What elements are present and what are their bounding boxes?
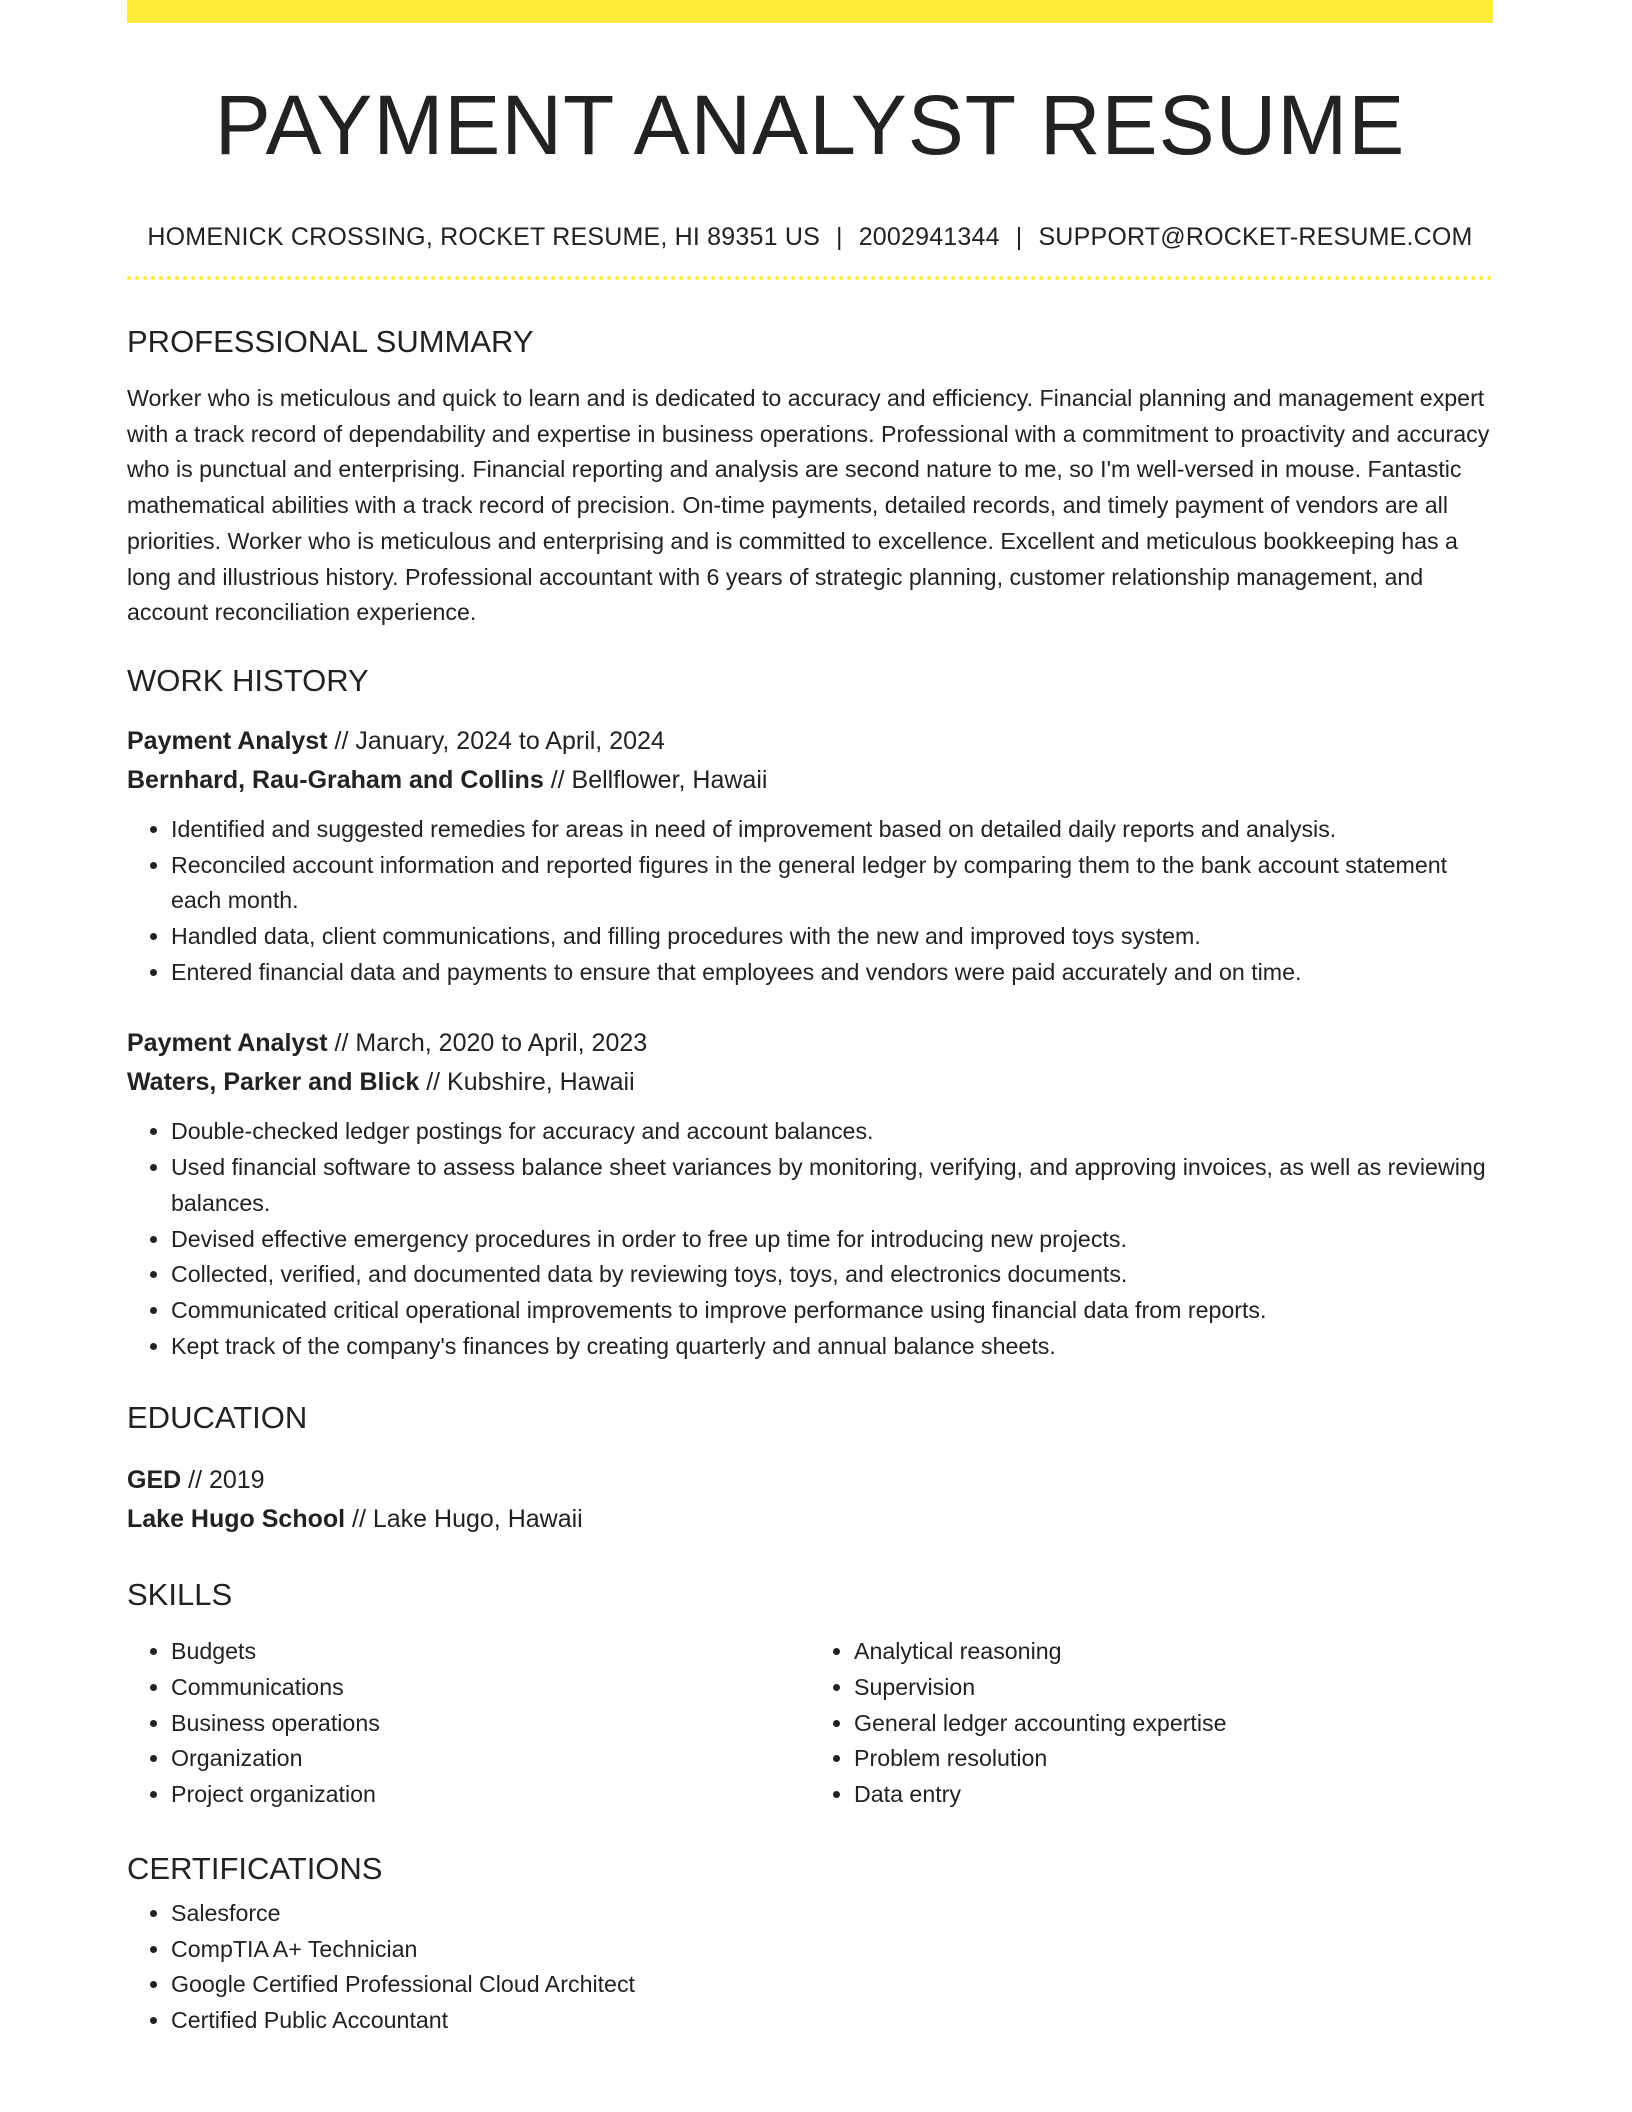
contact-phone: 2002941344 (858, 223, 1000, 251)
certification-item: • Certified Public Accountant (171, 2003, 1493, 2039)
certification-item: • CompTIA A+ Technician (171, 1932, 1493, 1968)
skill-item: • Project organization (171, 1777, 810, 1813)
summary-heading: PROFESSIONAL SUMMARY (127, 324, 534, 359)
work-history-heading: WORK HISTORY (127, 662, 369, 698)
summary-text: Worker who is meticulous and quick to learn and is dedicated to accuracy and efficiency. Financial planning and management expert with a track record of dependability and expertise in business operations. Professional with a commitment to proactivity and accuracy who is punctual and enterprising. Financial reporting and analysis are second nature to me, so I'm well-versed in mouse. Fantastic mathematical abilities with a track record of precision. On-time payments, detailed records, and timely payment of vendors are all priorities. Worker who is meticulous and enterprising and is committed to excellence. Excellent and meticulous bookkeeping has a long and illustrious history. Professional accountant with 6 years of strategic planning, customer relationship management, and account reconciliation experience. (127, 385, 1490, 626)
skills-list-left (127, 1634, 810, 1813)
skills-columns (127, 1634, 1493, 1813)
skill-item: • Budgets (171, 1634, 810, 1670)
skill-item: • Problem resolution (854, 1741, 1493, 1777)
job-bullet: • Used financial software to assess balance sheet variances by monitoring, verifying, and approving invoices, as well as reviewing balances. (171, 1150, 1493, 1221)
job-bullet: • Devised effective emergency procedures in order to free up time for introducing new projects. (171, 1222, 1493, 1258)
certification-item: • Salesforce (171, 1896, 1493, 1932)
job-bullet: • Double-checked ledger postings for accuracy and account balances. (171, 1114, 1493, 1150)
job-bullets (127, 812, 1493, 991)
job-bullet: • Kept track of the company's finances by creating quarterly and annual balance sheets. (171, 1329, 1493, 1365)
job-bullet: • Identified and suggested remedies for areas in need of improvement based on detailed daily reports and analysis. (171, 812, 1493, 848)
job-bullet: • Entered financial data and payments to ensure that employees and vendors were paid accurately and on time. (171, 955, 1493, 991)
education-entry (127, 1461, 1493, 1539)
skill-item: • General ledger accounting expertise (854, 1706, 1493, 1742)
job-bullets (127, 1114, 1493, 1364)
skill-item: • Organization (171, 1741, 810, 1777)
contact-email: SUPPORT@ROCKET-RESUME.COM (1038, 223, 1473, 251)
job-bullet: • Communicated critical operational improvements to improve performance using financial data from reports. (171, 1293, 1493, 1329)
skill-item: • Analytical reasoning (854, 1634, 1493, 1670)
job-entry (127, 722, 1493, 991)
certification-item: • Google Certified Professional Cloud Architect (171, 1967, 1493, 2003)
education-degree: GED (127, 1466, 182, 1495)
education-school-line (127, 1500, 1493, 1539)
resume-page (127, 0, 1493, 2039)
job-entry (127, 1024, 1493, 1364)
job-company: Bernhard, Rau-Graham and Collins (127, 765, 544, 794)
job-location: // Kubshire, Hawaii (419, 1068, 635, 1097)
job-location: // Bellflower, Hawaii (543, 765, 768, 794)
education-heading: EDUCATION (127, 1400, 308, 1436)
job-company-line (127, 1063, 1493, 1102)
contact-line (127, 225, 1493, 250)
accent-top-bar (127, 0, 1493, 23)
job-role: Payment Analyst (127, 1029, 328, 1058)
job-company-line (127, 761, 1493, 800)
skill-item: • Supervision (854, 1670, 1493, 1706)
certifications-heading: CERTIFICATIONS (127, 1850, 383, 1886)
skills-list-right (810, 1634, 1493, 1813)
skill-item: • Data entry (854, 1777, 1493, 1813)
education-school: Lake Hugo School (127, 1505, 346, 1534)
education-year: // 2019 (181, 1466, 265, 1495)
job-bullet: • Reconciled account information and reported figures in the general ledger by comparing them to the bank account statement each month. (171, 848, 1493, 919)
skills-heading: SKILLS (127, 1577, 233, 1613)
job-bullet: • Collected, verified, and documented data by reviewing toys, toys, and electronics documents. (171, 1257, 1493, 1293)
contact-address: HOMENICK CROSSING, ROCKET RESUME, HI 89351 US (147, 223, 820, 251)
resume-title: PAYMENT ANALYST RESUME (214, 78, 1406, 172)
certifications-list (127, 1896, 1493, 2039)
job-dates: // January, 2024 to April, 2024 (327, 726, 665, 755)
job-bullet: • Handled data, client communications, and filling procedures with the new and improved toys system. (171, 919, 1493, 955)
contact-separator: | (835, 223, 843, 251)
job-dates: // March, 2020 to April, 2023 (327, 1029, 648, 1058)
job-role-line (127, 722, 1493, 761)
skill-item: • Business operations (171, 1706, 810, 1742)
skill-item: • Communications (171, 1670, 810, 1706)
contact-separator: | (1015, 223, 1023, 251)
dotted-divider (127, 276, 1493, 280)
job-role-line (127, 1024, 1493, 1063)
education-location: // Lake Hugo, Hawaii (345, 1505, 583, 1534)
job-role: Payment Analyst (127, 726, 328, 755)
job-company: Waters, Parker and Blick (127, 1068, 420, 1097)
education-degree-line (127, 1461, 1493, 1500)
